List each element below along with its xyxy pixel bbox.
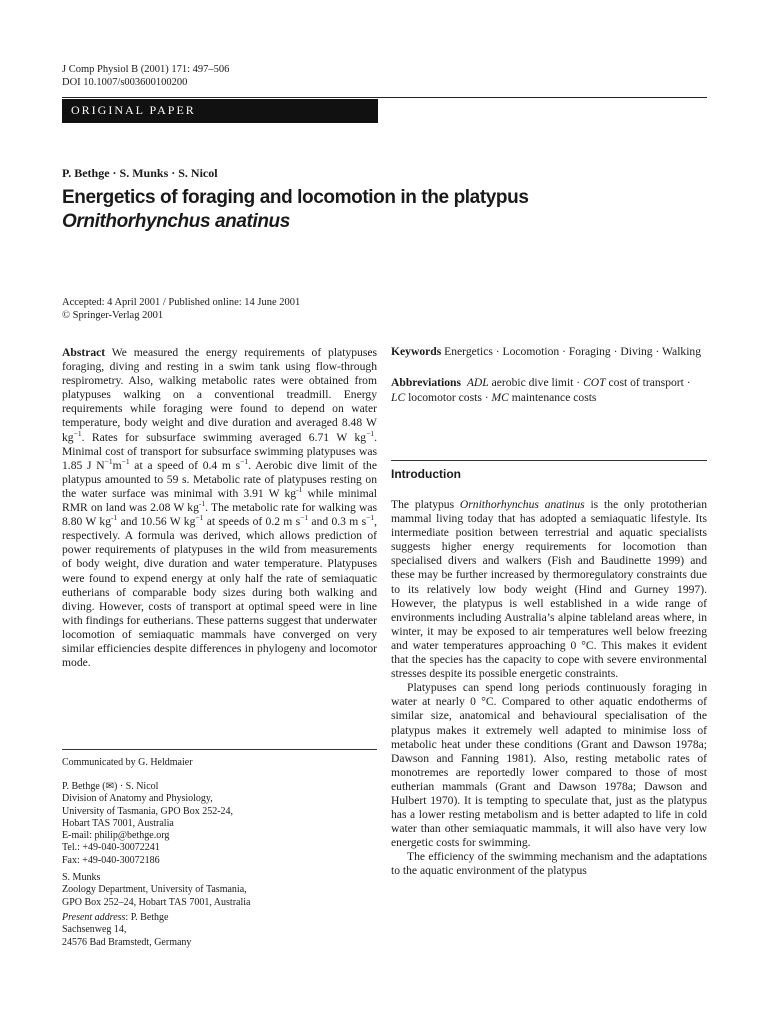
present-address-name: : P. Bethge [125,912,169,923]
keywords-text: Energetics · Locomotion · Foraging · Diving · Walking [441,345,702,358]
title-line-2-species: Ornithorhynchus anatinus [62,211,290,232]
keywords [391,344,707,359]
abstract-text: . Aerobic dive limit of the platypus amounted to 59 s. Metabolic rate of platypuses resting on the water surface was minimal with 3.91 W kg [62,458,377,500]
abstract-paragraph [62,346,377,670]
address-line: S. Munks [62,872,101,883]
address-line [62,912,191,924]
journal-citation: J Comp Physiol B (2001) 171: 497–506 [62,64,230,75]
species-name: Ornithorhynchus anatinus [459,498,585,511]
abbrev-definition: cost of transport · [605,376,691,389]
abbrev-definition: aerobic dive limit · [488,376,584,389]
abbrev-term: ADL [466,376,489,389]
abstract-text: We measured the energy requirements of platypuses foraging, diving and resting in a swim tank using flow-through respirometry. Also, walking metabolic rates were obtained from platypuses walking on a conventional treadmill. Energy requirements while foraging were found to depend on water temperature, body weight and dive duration and averaged 8.48 W kg [62,346,377,444]
header-rule [62,97,707,98]
abbrev-definition: locomotor costs · [405,391,492,404]
fax-number: Fax: +49-040-30072186 [62,854,160,866]
abstract-text: at speeds of 0.2 m s [203,515,301,529]
abbrev-term: MC [491,391,509,404]
article-title [62,186,702,234]
superscript: −1 [240,456,249,466]
superscript: −1 [73,428,82,438]
introduction-heading: Introduction [391,467,461,481]
abbrev-term: LC [391,391,406,404]
intro-paragraph-3: The efficiency of the swimming mechanism and the adaptations to the aquatic environment of the platypus [391,850,707,878]
superscript: -1 [296,485,303,495]
abstract-text: at a speed of 0.4 m s [129,458,241,472]
footnote-rule [62,749,377,750]
section-rule [391,460,707,461]
abstract-text: while minimal RMR on land was 2.08 W kg [62,486,377,515]
present-address [62,912,191,949]
introduction-body [391,498,707,879]
author-address-munks [62,872,250,909]
abbrev-definition: maintenance costs [508,391,597,404]
communicated-by: Communicated by G. Heldmaier [62,757,193,768]
superscript: -1 [198,499,206,509]
copyright-notice: © Springer-Verlag 2001 [62,310,164,321]
author-address-bethge-nicol [62,781,233,867]
address-line: Division of Anatomy and Physiology, [62,793,213,805]
present-address-label: Present address [62,912,126,923]
address-line: 24576 Bad Bramstedt, Germany [62,936,192,948]
right-column-front-matter [391,344,707,405]
address-line: P. Bethge (✉) · S. Nicol [62,781,159,792]
abstract-text: and 10.56 W kg [117,515,196,529]
abbreviations [391,375,707,405]
superscript: −1 [366,428,375,438]
abstract-text: . Rates for subsurface swimming averaged 6.71 W kg [81,430,367,444]
superscript: -1 [111,513,118,523]
accepted-date: Accepted: 4 April 2001 / Published online: 14 June 2001 [62,297,301,308]
abstract-text: . The metabolic rate for walking was 8.80 W kg [62,501,377,529]
publication-dates [62,296,300,322]
abbreviations-label: Abbreviations [391,376,462,389]
address-line: Sachsenweg 14, [62,924,127,936]
intro-text: The platypus [391,498,460,511]
author-list: P. Bethge · S. Munks · S. Nicol [62,166,218,180]
superscript: −1 [195,513,204,523]
superscript: −1 [300,513,309,523]
address-line: University of Tasmania, GPO Box 252-24, [62,805,234,817]
abstract-label: Abstract [62,346,106,359]
journal-doi: DOI 10.1007/s003600100200 [62,77,188,88]
address-line: Hobart TAS 7001, Australia [62,817,174,829]
intro-text: is the only prototherian mammal living today that has adopted a semiaquatic lifestyle. Its intermediate position between terrestrial and aquatic specialists suggests higher energy requirements for locomotion than specialised divers and walkers (Fish and Baudinette 1999) and these may be further increased by thermoregulatory constraints due to its relatively low body weight (Hind and Gurney 1997). However, the platypus is well established in a wide range of environments including Australia’s alpine tableland areas where, in winter, it may be exposed to air temperatures well below freezing and water temperatures approaching 0 °C. This makes it evident that the species has the capacity to cope with severe environmental stresses despite its possible energetic constraints. [391,498,707,681]
abstract-text: and 0.3 m s [308,515,367,529]
address-line: Zoology Department, University of Tasmania, [62,884,247,896]
abstract-column [62,346,377,670]
superscript: −1 [104,456,113,466]
telephone-number: Tel.: +49-040-30072241 [62,842,160,854]
abbrev-term: COT [583,376,606,389]
article-type-banner: ORIGINAL PAPER [62,99,378,123]
intro-paragraph-1 [391,498,707,681]
abstract-text: m [112,458,122,472]
abstract-text: , respectively. A formula was derived, which allows prediction of power requirements of platypuses in the wild from measurements of body weight, dive duration and water temperature. Platypuses were found to expend energy at only half the rate of semiaquatic eutherians of comparable body sizes during both walking and diving. However, costs of transport at optimal speed were in line with findings for eutherians. These patterns suggest that underwater locomotion of semiaquatic mammals have converged on very similar efficiencies despite differences in phylogeny and locomotor mode. [62,515,377,670]
abstract-text: . Minimal cost of transport for subsurface swimming platypuses was 1.85 J N [62,430,377,472]
intro-paragraph-2: Platypuses can spend long periods continuously foraging in water at nearly 0 °C. Compared to other aquatic endotherms of similar size, anatomical and behavioural specialisation of the platypus makes it extremely well adapted to minimise loss of metabolic heat under these conditions (Grant and Dawson 1978a; Dawson and Fanning 1981). Also, resting metabolic rates of monotremes are reportedly lower compared to those of most eutherian mammals (Grant and Dawson 1978a; Dawson and Hulbert 1970). It is tempting to speculate that, just as the platypus has a lower resting metabolism and is better adapted to life in cold water than other semiaquatic mammals, it will also have very low energetic costs for swimming. [391,681,707,850]
superscript: −1 [121,456,130,466]
title-line-1: Energetics of foraging and locomotion in the platypus [62,187,529,208]
superscript: −1 [366,513,375,523]
keywords-label: Keywords [391,345,442,358]
email-address: E-mail: philip@bethge.org [62,830,170,842]
journal-reference [62,63,229,89]
address-line: GPO Box 252–24, Hobart TAS 7001, Australia [62,896,251,908]
